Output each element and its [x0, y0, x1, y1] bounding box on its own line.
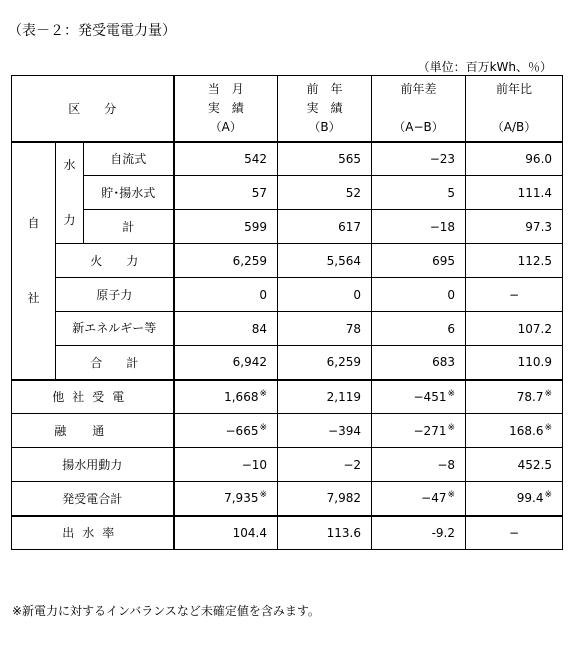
cell-diff: −8 — [372, 448, 466, 482]
row-label: 他社受電 — [12, 380, 174, 414]
table-row — [12, 142, 563, 176]
header-ratio-line3: （A/B） — [491, 119, 537, 134]
cell-prev: 565 — [278, 142, 372, 176]
cell-prev: 5,564 — [278, 244, 372, 278]
unit-label: （単位：百万kWh、％） — [417, 60, 552, 74]
header-row — [12, 76, 563, 142]
table-row — [12, 176, 563, 210]
row-label: 揚水用動力 — [12, 448, 174, 482]
table-row — [12, 380, 563, 414]
cell-diff: 6 — [372, 312, 466, 346]
header-diff-line3: （A−B） — [393, 119, 444, 134]
cell-current: 6,259 — [174, 244, 278, 278]
cell-ratio: 78.7※ — [466, 380, 563, 414]
group-suiryoku-char1: 水 — [63, 158, 76, 173]
table-row — [12, 482, 563, 516]
asterisk-mark: ※ — [544, 490, 553, 501]
group-jisha — [12, 142, 56, 380]
header-prev-line2: 実 績 — [306, 100, 343, 115]
table-row — [12, 516, 563, 550]
header-current-line2: 実 績 — [207, 100, 244, 115]
group-jisha-char2: 社 — [27, 290, 40, 305]
asterisk-mark: ※ — [259, 388, 268, 399]
header-ratio — [466, 76, 563, 142]
row-label: 火 力 — [56, 244, 174, 278]
asterisk-mark: ※ — [544, 388, 553, 399]
header-current-line3: （A） — [209, 119, 242, 134]
header-prev — [278, 76, 372, 142]
cell-ratio: 107.2 — [466, 312, 563, 346]
cell-diff: −271※ — [372, 414, 466, 448]
header-diff-line1: 前年差 — [400, 82, 437, 97]
cell-diff: −451※ — [372, 380, 466, 414]
cell-current: 6,942 — [174, 346, 278, 380]
cell-current: 104.4 — [174, 516, 278, 550]
table-row — [12, 448, 563, 482]
cell-ratio: − — [466, 278, 563, 312]
cell-diff: −18 — [372, 210, 466, 244]
cell-ratio: 452.5 — [466, 448, 563, 482]
asterisk-mark: ※ — [447, 490, 456, 501]
cell-prev: 52 — [278, 176, 372, 210]
cell-current: 0 — [174, 278, 278, 312]
cell-current: −10 — [174, 448, 278, 482]
cell-ratio: − — [466, 516, 563, 550]
footnote: ※新電力に対するインバランスなど未確定値を含みます。 — [12, 604, 320, 618]
cell-current: 7,935※ — [174, 482, 278, 516]
cell-ratio: 111.4 — [466, 176, 563, 210]
table-row — [12, 414, 563, 448]
header-prev-line1: 前 年 — [306, 82, 343, 97]
cell-prev: 113.6 — [278, 516, 372, 550]
cell-current: 84 — [174, 312, 278, 346]
group-jisha-char1: 自 — [27, 216, 40, 231]
cell-current: 599 — [174, 210, 278, 244]
header-diff — [372, 76, 466, 142]
cell-prev: −394 — [278, 414, 372, 448]
cell-diff: 5 — [372, 176, 466, 210]
cell-ratio: 110.9 — [466, 346, 563, 380]
cell-prev: −2 — [278, 448, 372, 482]
header-current-line1: 当 月 — [207, 82, 244, 97]
row-label: 新エネルギー等 — [56, 312, 174, 346]
header-ratio-line1: 前年比 — [496, 82, 533, 97]
asterisk-mark: ※ — [259, 490, 268, 501]
row-label: 貯･揚水式 — [84, 176, 174, 210]
row-label: 発受電合計 — [12, 482, 174, 516]
cell-diff: 683 — [372, 346, 466, 380]
cell-current: 57 — [174, 176, 278, 210]
header-current — [174, 76, 278, 142]
cell-current: 542 — [174, 142, 278, 176]
cell-prev: 2,119 — [278, 380, 372, 414]
table-row — [12, 278, 563, 312]
table-row — [12, 210, 563, 244]
cell-prev: 617 — [278, 210, 372, 244]
row-label: 合 計 — [56, 346, 174, 380]
row-label: 融通 — [12, 414, 174, 448]
row-label: 原子力 — [56, 278, 174, 312]
cell-diff: −47※ — [372, 482, 466, 516]
group-suiryoku-char2: 力 — [63, 212, 76, 227]
cell-current: −665※ — [174, 414, 278, 448]
cell-ratio: 168.6※ — [466, 414, 563, 448]
group-suiryoku — [56, 142, 84, 244]
cell-ratio: 96.0 — [466, 142, 563, 176]
table-row — [12, 346, 563, 380]
cell-diff: 695 — [372, 244, 466, 278]
table-title: （表－２：発受電電力量） — [8, 23, 176, 39]
cell-prev: 6,259 — [278, 346, 372, 380]
header-prev-line3: （B） — [308, 119, 341, 134]
cell-ratio: 99.4※ — [466, 482, 563, 516]
power-generation-table — [11, 75, 563, 550]
row-label: 出水率 — [12, 516, 174, 550]
table-row — [12, 312, 563, 346]
cell-ratio: 97.3 — [466, 210, 563, 244]
cell-current: 1,668※ — [174, 380, 278, 414]
cell-diff: -9.2 — [372, 516, 466, 550]
cell-diff: −23 — [372, 142, 466, 176]
asterisk-mark: ※ — [259, 422, 268, 433]
table-row — [12, 244, 563, 278]
asterisk-mark: ※ — [544, 422, 553, 433]
cell-diff: 0 — [372, 278, 466, 312]
cell-ratio: 112.5 — [466, 244, 563, 278]
cell-prev: 78 — [278, 312, 372, 346]
row-label: 計 — [84, 210, 174, 244]
asterisk-mark: ※ — [447, 422, 456, 433]
asterisk-mark: ※ — [447, 388, 456, 399]
row-label: 自流式 — [84, 142, 174, 176]
cell-prev: 0 — [278, 278, 372, 312]
header-kubun: 区 分 — [12, 76, 174, 142]
cell-prev: 7,982 — [278, 482, 372, 516]
